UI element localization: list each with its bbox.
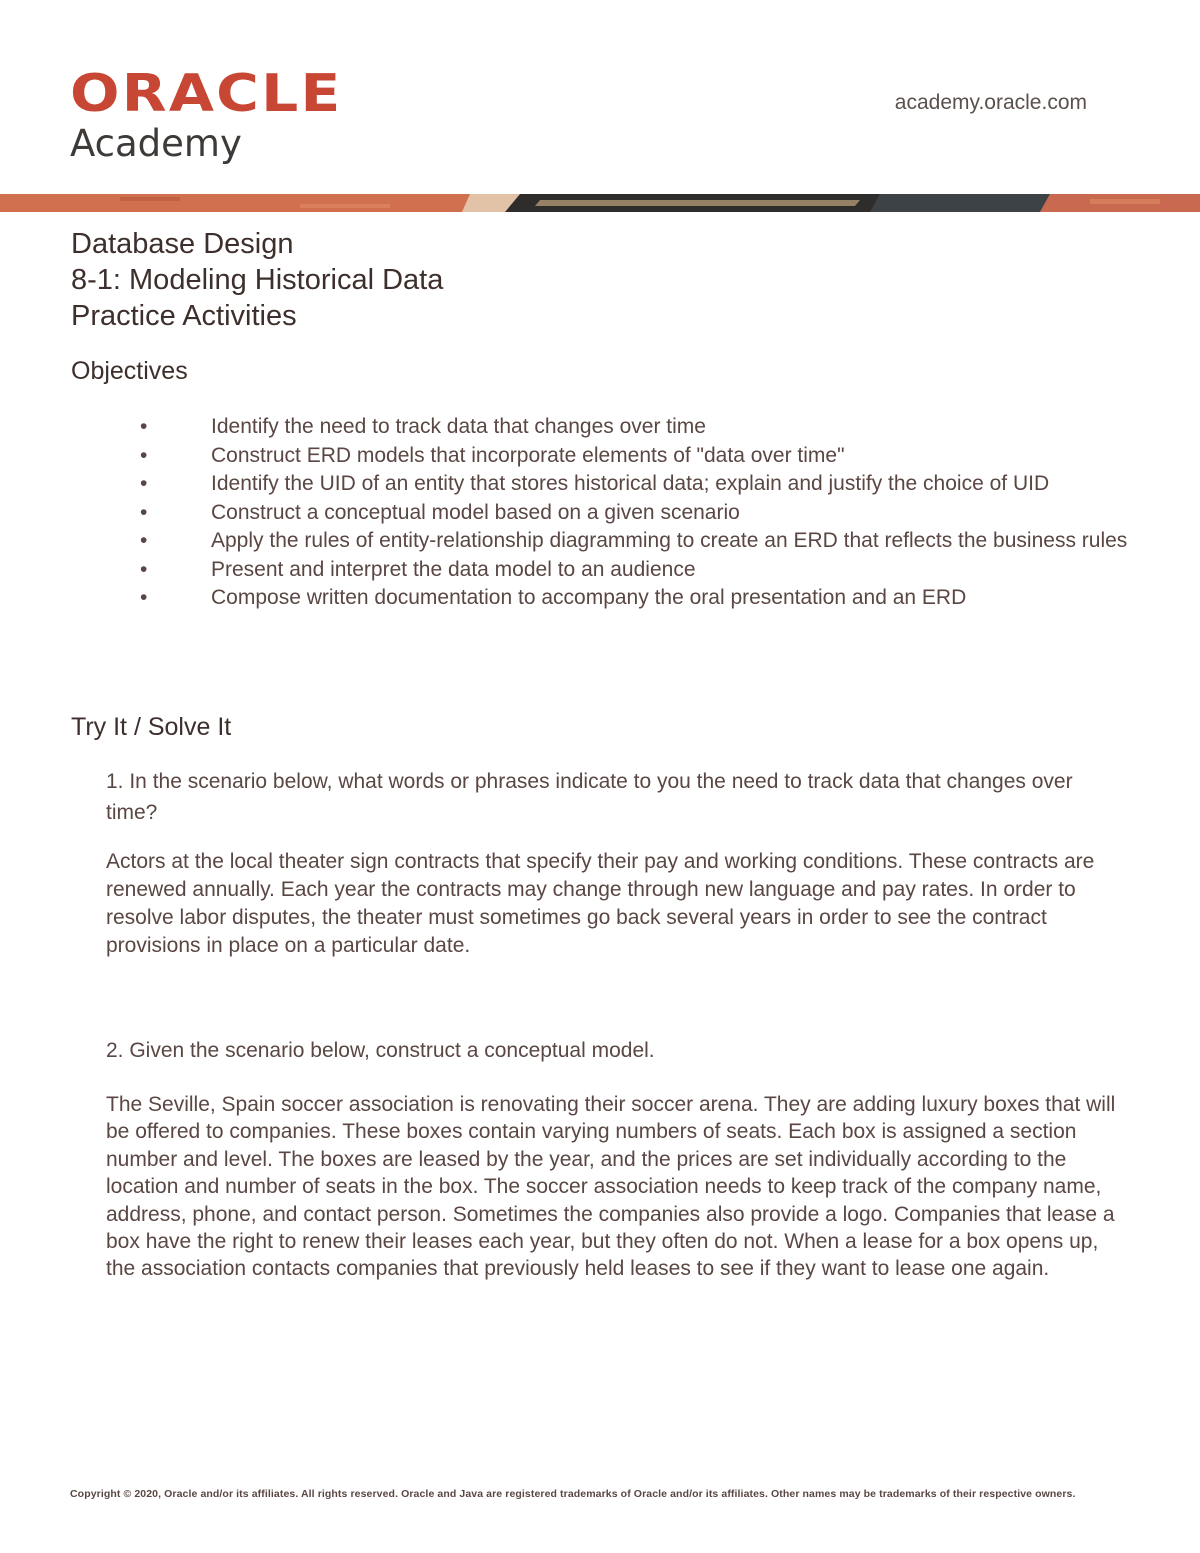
- question-2: 2. Given the scenario below, construct a conceptual model.: [106, 1039, 655, 1062]
- bullet-icon: •: [140, 415, 148, 438]
- bullet-icon: •: [140, 586, 148, 609]
- list-item: • Compose written documentation to accompany the oral presentation and an ERD: [140, 584, 1130, 613]
- activity-title: Practice Activities: [71, 300, 297, 332]
- lesson-title: 8-1: Modeling Historical Data: [71, 264, 444, 296]
- scenario-1: Actors at the local theater sign contracts that specify their pay and working conditions. These contracts are renewed annually. Each year the contracts may change through new language and pay rates. In order to resolve labor disputes, the theater must sometimes go back several years in order to see the contract provisions in place on a particular date.: [106, 850, 1095, 957]
- site-url: academy.oracle.com: [894, 91, 1087, 114]
- document-title: [71, 226, 443, 334]
- list-item: • Construct ERD models that incorporate elements of "data over time": [140, 442, 1130, 471]
- objectives-heading: Objectives: [71, 357, 188, 385]
- bullet-icon: •: [140, 443, 148, 467]
- objectives-list: [140, 413, 1130, 613]
- list-item: • Present and interpret the data model to an audience: [140, 556, 1130, 585]
- bullet-icon: •: [140, 557, 148, 581]
- list-item: • Construct a conceptual model based on a given scenario: [140, 499, 1130, 528]
- try-it-heading: Try It / Solve It: [71, 713, 232, 741]
- logo-subtitle: Academy: [70, 122, 242, 165]
- bullet-icon: •: [140, 529, 148, 552]
- list-item: • Identify the UID of an entity that stores historical data; explain and justify the choice of UID: [140, 470, 1130, 499]
- logo-wordmark: ORACLE: [70, 64, 343, 124]
- list-item: • Apply the rules of entity-relationship diagramming to create an ERD that reflects the business rules: [140, 527, 1130, 556]
- oracle-academy-logo: [70, 64, 343, 165]
- bullet-icon: •: [140, 500, 148, 524]
- decorative-banner: [0, 194, 1200, 212]
- bullet-icon: •: [140, 472, 148, 495]
- copyright-footer: Copyright © 2020, Oracle and/or its affiliates. All rights reserved. Oracle and Java are registered trademarks of Oracle and/or its affiliates. Other names may be trademarks of their respective owners.: [70, 1488, 1076, 1500]
- scenario-2: The Seville, Spain soccer association is renovating their soccer arena. They are adding luxury boxes that will be offered to companies. These boxes contain varying numbers of seats. Each box is assigned a section number and level. The boxes are leased by the year, and the prices are set individually according to the location and number of seats in the box. The soccer association needs to keep track of the company name, address, phone, and contact person. Sometimes the companies also provide a logo. Companies that lease a box have the right to renew their leases each year, but they often do not. When a lease for a box opens up, the association contacts companies that previously held leases to see if they want to lease one again.: [106, 1093, 1116, 1281]
- course-title: Database Design: [71, 228, 294, 260]
- list-item: • Identify the need to track data that changes over time: [140, 413, 1130, 442]
- question-1: 1. In the scenario below, what words or phrases indicate to you the need to track data that changes over time?: [106, 770, 1073, 824]
